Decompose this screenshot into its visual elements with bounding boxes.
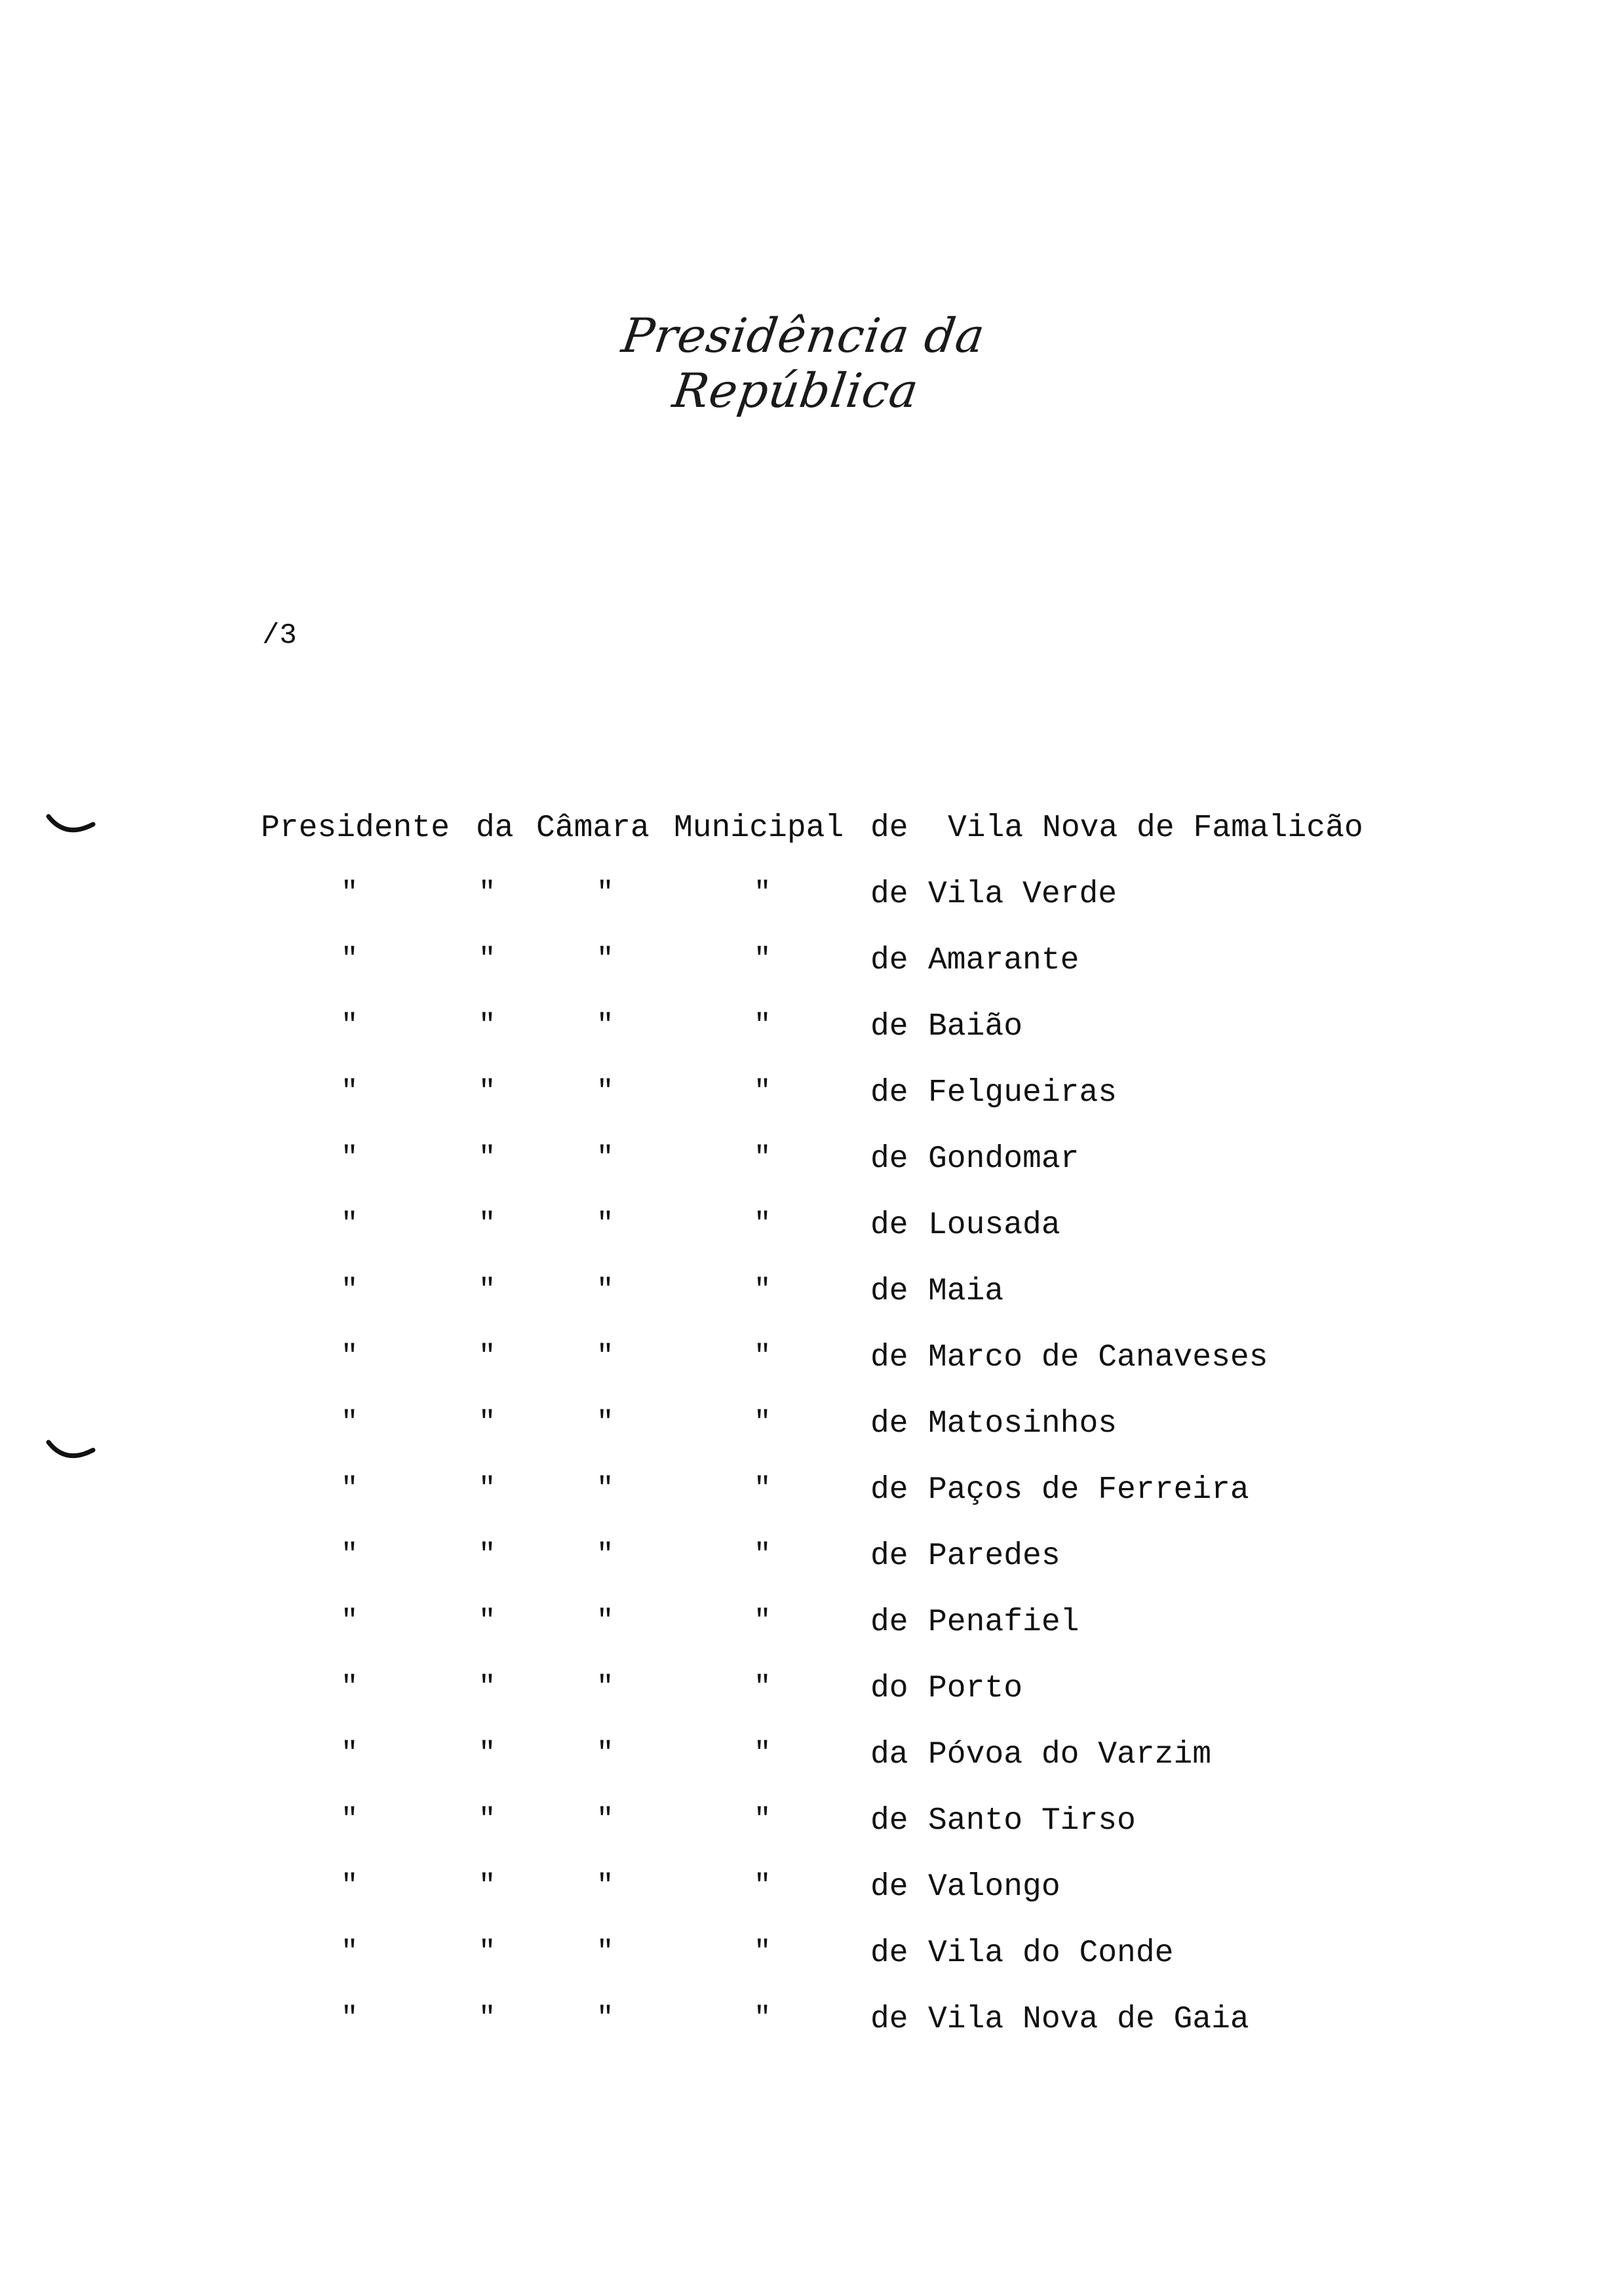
- prep-text: de: [870, 2002, 908, 2037]
- page-number: /3: [262, 619, 297, 652]
- ditto-mark: ": [754, 2002, 771, 2035]
- ditto-mark: ": [341, 1472, 359, 1505]
- ditto-mark: ": [596, 1406, 614, 1439]
- letterhead: Presidência da República: [618, 308, 989, 418]
- ditto-mark: ": [596, 1472, 614, 1505]
- ditto-mark: ": [596, 1737, 614, 1770]
- ditto-mark: ": [478, 1472, 496, 1505]
- ditto-mark: ": [754, 1406, 771, 1439]
- ditto-mark: ": [341, 1208, 359, 1240]
- ditto-mark: ": [596, 1274, 614, 1307]
- list-item: [0, 1737, 1615, 1776]
- list-item: [0, 2002, 1615, 2041]
- ditto-mark: ": [341, 877, 359, 909]
- ditto-mark: ": [596, 1605, 614, 1637]
- ditto-mark: ": [596, 1671, 614, 1704]
- list-item: [0, 943, 1615, 982]
- body-text: Câmara: [536, 811, 650, 846]
- ditto-mark: ": [341, 1671, 359, 1704]
- connector-text: da: [476, 811, 514, 846]
- ditto-mark: ": [754, 1472, 771, 1505]
- ditto-mark: ": [341, 1936, 359, 1968]
- list-item: [0, 1605, 1615, 1644]
- ditto-mark: ": [341, 1605, 359, 1637]
- place-text: Lousada: [928, 1208, 1060, 1243]
- place-text: Marco de Canaveses: [928, 1340, 1268, 1375]
- list-item: [0, 1936, 1615, 1975]
- place-text: Gondomar: [928, 1141, 1080, 1177]
- ditto-mark: ": [754, 1009, 771, 1042]
- ditto-mark: ": [341, 943, 359, 976]
- ditto-mark: ": [596, 1869, 614, 1902]
- ditto-mark: ": [478, 1605, 496, 1637]
- ditto-mark: ": [478, 1869, 496, 1902]
- ditto-mark: ": [341, 1803, 359, 1836]
- list-item: [0, 877, 1615, 916]
- list-item: [0, 1009, 1615, 1048]
- list-item: [0, 1671, 1615, 1710]
- list-item: [0, 1141, 1615, 1181]
- ditto-mark: ": [596, 2002, 614, 2035]
- list-item: [0, 1075, 1615, 1115]
- header-row: [0, 811, 1615, 850]
- place-text: Maia: [928, 1274, 1004, 1309]
- place-text: Valongo: [928, 1869, 1060, 1905]
- ditto-mark: ": [754, 943, 771, 976]
- ditto-mark: ": [341, 1869, 359, 1902]
- prep-text: de: [870, 1936, 908, 1971]
- ditto-mark: ": [341, 1009, 359, 1042]
- ditto-mark: ": [754, 1274, 771, 1307]
- ditto-mark: ": [478, 1803, 496, 1836]
- prep-text: de: [870, 943, 908, 978]
- ditto-mark: ": [341, 1340, 359, 1373]
- ditto-mark: ": [596, 1340, 614, 1373]
- list-item: [0, 1472, 1615, 1512]
- list-item: [0, 1406, 1615, 1445]
- ditto-mark: ": [341, 1274, 359, 1307]
- ditto-mark: ": [596, 1009, 614, 1042]
- prep-text: de: [870, 811, 908, 846]
- ditto-mark: ": [596, 1208, 614, 1240]
- prep-text: de: [870, 1472, 908, 1508]
- ditto-mark: ": [596, 1803, 614, 1836]
- prep-text: de: [870, 1340, 908, 1375]
- ditto-mark: ": [754, 1936, 771, 1968]
- prep-text: de: [870, 1009, 908, 1044]
- ditto-mark: ": [596, 877, 614, 909]
- list-item: [0, 1208, 1615, 1247]
- prep-text: do: [870, 1671, 908, 1706]
- list-item: [0, 1803, 1615, 1843]
- ditto-mark: ": [596, 1075, 614, 1108]
- list-item: [0, 1539, 1615, 1578]
- place-text: Penafiel: [928, 1605, 1080, 1640]
- ditto-mark: ": [341, 1075, 359, 1108]
- ditto-mark: ": [478, 2002, 496, 2035]
- ditto-mark: ": [478, 877, 496, 909]
- place-text: Amarante: [928, 943, 1080, 978]
- ditto-mark: ": [478, 1274, 496, 1307]
- ditto-mark: ": [478, 1075, 496, 1108]
- place-text: Paços de Ferreira: [928, 1472, 1249, 1508]
- ditto-mark: ": [754, 1605, 771, 1637]
- ditto-mark: ": [754, 1075, 771, 1108]
- place-text: Santo Tirso: [928, 1803, 1136, 1839]
- ditto-mark: ": [596, 1539, 614, 1571]
- ditto-mark: ": [754, 1803, 771, 1836]
- ditto-mark: ": [478, 1406, 496, 1439]
- ditto-mark: ": [596, 943, 614, 976]
- ditto-mark: ": [478, 1671, 496, 1704]
- ditto-mark: ": [754, 877, 771, 909]
- ditto-mark: ": [596, 1141, 614, 1174]
- prep-text: de: [870, 1605, 908, 1640]
- ditto-mark: ": [341, 2002, 359, 2035]
- place-text: Felgueiras: [928, 1075, 1118, 1111]
- ditto-mark: ": [341, 1737, 359, 1770]
- prep-text: de: [870, 1208, 908, 1243]
- prep-text: de: [870, 1274, 908, 1309]
- ditto-mark: ": [478, 1208, 496, 1240]
- ditto-mark: ": [754, 1208, 771, 1240]
- place-text: Baião: [928, 1009, 1023, 1044]
- ditto-mark: ": [478, 1340, 496, 1373]
- ditto-mark: ": [754, 1340, 771, 1373]
- place-text: Vila Verde: [928, 877, 1118, 912]
- ditto-mark: ": [478, 1936, 496, 1968]
- ditto-mark: ": [341, 1539, 359, 1571]
- ditto-mark: ": [754, 1671, 771, 1704]
- prep-text: de: [870, 1869, 908, 1905]
- prep-text: de: [870, 1075, 908, 1111]
- place-text: Matosinhos: [928, 1406, 1118, 1442]
- place-text: Vila Nova de Famalicão: [948, 811, 1363, 846]
- ditto-mark: ": [596, 1936, 614, 1968]
- ditto-mark: ": [341, 1406, 359, 1439]
- list-item: [0, 1274, 1615, 1313]
- ditto-mark: ": [754, 1737, 771, 1770]
- place-text: Vila Nova de Gaia: [928, 2002, 1249, 2037]
- prep-text: de: [870, 877, 908, 912]
- prep-text: da: [870, 1737, 908, 1772]
- ditto-mark: ": [478, 943, 496, 976]
- ditto-mark: ": [478, 1009, 496, 1042]
- title-text: Presidente: [261, 811, 450, 846]
- ditto-mark: ": [478, 1141, 496, 1174]
- ditto-mark: ": [478, 1737, 496, 1770]
- prep-text: de: [870, 1803, 908, 1839]
- ditto-mark: ": [341, 1141, 359, 1174]
- place-text: Porto: [928, 1671, 1023, 1706]
- list-item: [0, 1340, 1615, 1379]
- place-text: Póvoa do Varzim: [928, 1737, 1212, 1772]
- ditto-mark: ": [754, 1539, 771, 1571]
- ditto-mark: ": [754, 1141, 771, 1174]
- prep-text: de: [870, 1141, 908, 1177]
- list-item: [0, 1869, 1615, 1909]
- type-text: Municipal: [674, 811, 844, 846]
- ditto-mark: ": [754, 1869, 771, 1902]
- place-text: Vila do Conde: [928, 1936, 1174, 1971]
- ditto-mark: ": [478, 1539, 496, 1571]
- prep-text: de: [870, 1539, 908, 1574]
- prep-text: de: [870, 1406, 908, 1442]
- place-text: Paredes: [928, 1539, 1060, 1574]
